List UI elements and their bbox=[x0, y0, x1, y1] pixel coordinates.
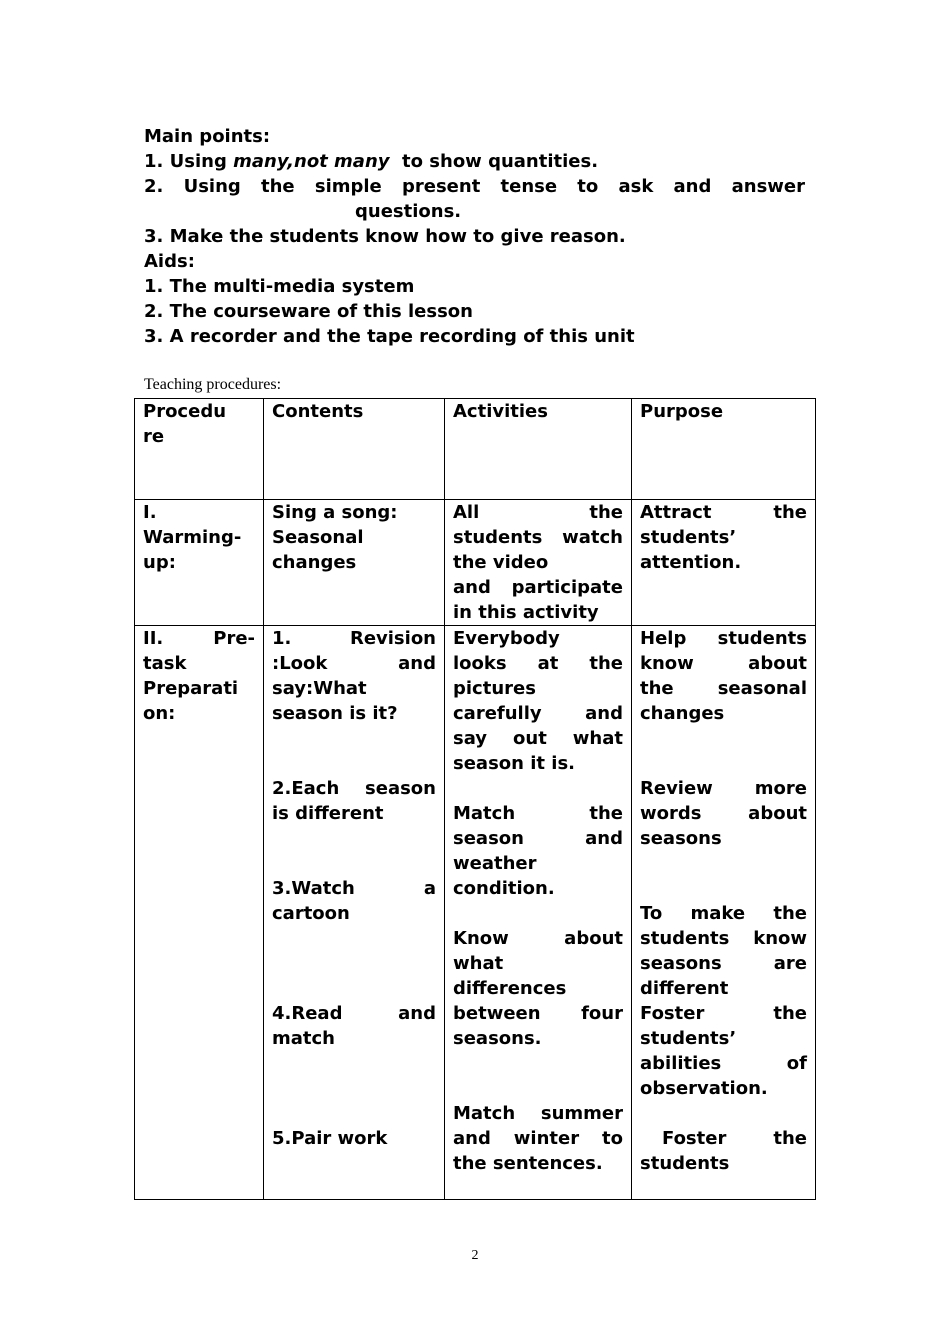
table-header-row bbox=[135, 399, 816, 500]
cell-contents: Sing a song: Seasonal changes bbox=[264, 500, 445, 626]
main-point-3: 3. Make the students know how to give reason. bbox=[144, 226, 626, 247]
header-procedure: Procedu re bbox=[135, 399, 264, 500]
procedures-table bbox=[134, 398, 816, 1200]
cell-procedure: II. Pre- task Preparati on: bbox=[135, 626, 264, 1200]
procedures-caption: Teaching procedures: bbox=[144, 376, 282, 393]
header-activities: Activities bbox=[445, 399, 632, 500]
cell-contents: 1. Revision :Look and say:What season is it? 2.Each season is different 3.Watch a cartoon 4.Read and match 5.Pair work bbox=[264, 626, 445, 1200]
aids-heading: Aids: bbox=[144, 251, 195, 272]
page-number: 2 bbox=[471, 1248, 479, 1263]
table-row bbox=[135, 500, 816, 626]
cell-activities: All the students watch the video and participate in this activity bbox=[445, 500, 632, 626]
main-point-1-italic: many,not many bbox=[233, 151, 390, 172]
cell-procedure: I. Warming- up: bbox=[135, 500, 264, 626]
header-contents: Contents bbox=[264, 399, 445, 500]
main-point-1: 1. Using many,not many to show quantities. bbox=[144, 151, 599, 172]
main-points-heading: Main points: bbox=[144, 126, 271, 147]
cell-purpose: Help students know about the seasonal changes Review more words about seasons To make the students know seasons are different Foster the students’ abilities of observation. Foster the students bbox=[632, 626, 816, 1200]
table-row bbox=[135, 626, 816, 1200]
header-purpose: Purpose bbox=[632, 399, 816, 500]
main-point-2-line2: questions. bbox=[355, 201, 462, 222]
aid-item: 2. The courseware of this lesson bbox=[144, 301, 473, 322]
main-point-2-line1: 2. Using the simple present tense to ask and answer bbox=[144, 176, 805, 197]
cell-purpose: Attract the students’ attention. bbox=[632, 500, 816, 626]
cell-activities: Everybody looks at the pictures carefully and say out what season it is. Match the season and weather condition. Know about what differences between four seasons. Match summer and winter to the sentences. bbox=[445, 626, 632, 1200]
aid-item: 3. A recorder and the tape recording of this unit bbox=[144, 326, 635, 347]
aid-item: 1. The multi-media system bbox=[144, 276, 415, 297]
